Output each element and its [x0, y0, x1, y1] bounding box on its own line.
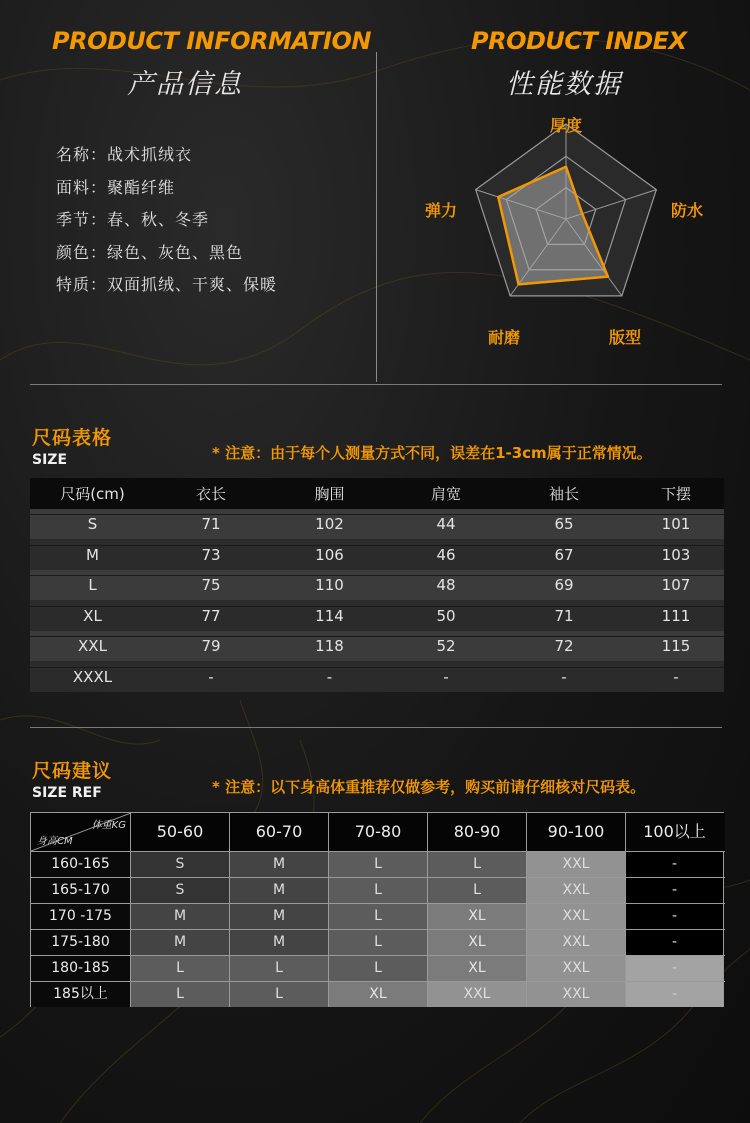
size-table-cell: 73: [155, 545, 267, 564]
rec-size-cell: L: [131, 956, 230, 981]
size-table-cell: 118: [267, 636, 392, 655]
rec-size-cell: S: [131, 878, 230, 903]
section-divider-2: [30, 727, 722, 728]
radar-label-elasticity: 弹力: [425, 201, 458, 220]
size-table-row: [30, 539, 724, 570]
size-table-cell: -: [500, 667, 628, 686]
rec-size-cell: XXL: [428, 982, 527, 1007]
product-info-title-en: PRODUCT INFORMATION: [52, 27, 371, 55]
size-table-cell: 65: [500, 514, 628, 533]
rec-size-cell: -: [626, 852, 723, 877]
rec-size-cell: XL: [428, 930, 527, 955]
size-table-cell: 50: [392, 606, 500, 625]
size-chart-title-cn: 尺码表格: [32, 427, 113, 449]
size-table-row: [30, 600, 724, 631]
size-table-cell: 67: [500, 545, 628, 564]
size-table-cell: 72: [500, 636, 628, 655]
weight-col-header: 80-90: [428, 813, 527, 851]
size-table-cell: -: [155, 667, 267, 686]
rec-size-cell: L: [329, 930, 428, 955]
rec-row: [31, 929, 725, 955]
rec-size-cell: S: [131, 852, 230, 877]
height-row-label: 175-180: [31, 930, 131, 955]
weight-col-header: 60-70: [230, 813, 329, 851]
header-shoulder: 肩宽: [430, 484, 461, 503]
radar-chart: [440, 120, 700, 330]
size-table-cell: 75: [155, 575, 267, 594]
size-table-cell: 79: [155, 636, 267, 655]
product-index-title-en: PRODUCT INDEX: [471, 27, 687, 55]
rec-size-cell: L: [329, 904, 428, 929]
size-table-cell: XL: [30, 606, 155, 625]
size-table-header-row: [30, 478, 724, 509]
product-index-title-cn: 性能数据: [506, 69, 622, 100]
header-chest: 胸围: [314, 484, 345, 503]
rec-size-cell: XXL: [527, 930, 626, 955]
size-table-cell: -: [267, 667, 392, 686]
rec-header-row: [31, 813, 725, 851]
rec-row: [31, 851, 725, 877]
rec-size-cell: M: [230, 878, 329, 903]
weight-col-header: 90-100: [527, 813, 626, 851]
radar-label-fit: 版型: [609, 328, 642, 347]
size-table-row: [30, 509, 724, 540]
weight-col-header: 50-60: [131, 813, 230, 851]
rec-corner-cell: [31, 813, 131, 851]
size-table-cell: 111: [628, 606, 724, 625]
rec-size-cell: XXL: [527, 904, 626, 929]
size-ref-title-en: SIZE REF: [32, 785, 102, 801]
size-table-cell: 48: [392, 575, 500, 594]
rec-size-cell: M: [131, 930, 230, 955]
size-table-cell: XXL: [30, 636, 155, 655]
size-ref-note: * 注意：以下身高体重推荐仅做参考，购买前请仔细核对尺码表。: [212, 778, 646, 796]
rec-size-cell: L: [131, 982, 230, 1007]
info-color: 颜色：绿色、灰色、黑色: [56, 242, 244, 262]
weight-col-header: 70-80: [329, 813, 428, 851]
rec-row: [31, 955, 725, 981]
rec-size-cell: L: [428, 852, 527, 877]
size-table-cell: 103: [628, 545, 724, 564]
rec-size-cell: -: [626, 982, 723, 1007]
rec-size-cell: L: [230, 982, 329, 1007]
size-ref-title-cn: 尺码建议: [32, 760, 113, 782]
header-hem: 下摆: [660, 484, 691, 503]
rec-size-cell: XXL: [527, 982, 626, 1007]
size-chart-note: * 注意：由于每个人测量方式不同，误差在1-3cm属于正常情况。: [212, 444, 652, 462]
size-table-row: [30, 631, 724, 662]
size-table-row: [30, 661, 724, 692]
vertical-divider: [376, 52, 377, 382]
size-table-cell: 44: [392, 514, 500, 533]
product-info-title-cn: 产品信息: [127, 69, 243, 100]
radar-label-waterproof: 防水: [671, 201, 704, 220]
info-fabric: 面料：聚酯纤维: [56, 177, 176, 197]
rec-size-cell: XL: [428, 904, 527, 929]
size-table-cell: L: [30, 575, 155, 594]
size-table-cell: 77: [155, 606, 267, 625]
size-table-cell: 46: [392, 545, 500, 564]
height-row-label: 165-170: [31, 878, 131, 903]
rec-size-cell: M: [230, 930, 329, 955]
rec-size-cell: L: [428, 878, 527, 903]
size-table-cell: -: [628, 667, 724, 686]
header-length: 衣长: [195, 484, 226, 503]
radar-label-durability: 耐磨: [488, 328, 521, 347]
rec-row: [31, 981, 725, 1007]
rec-size-cell: L: [329, 852, 428, 877]
rec-size-cell: L: [230, 956, 329, 981]
rec-size-cell: XL: [428, 956, 527, 981]
size-table-cell: S: [30, 514, 155, 533]
size-table-cell: 71: [500, 606, 628, 625]
rec-size-cell: XL: [329, 982, 428, 1007]
rec-size-cell: -: [626, 930, 723, 955]
section-divider-1: [30, 384, 722, 385]
height-row-label: 185以上: [31, 982, 131, 1007]
height-row-label: 170 -175: [31, 904, 131, 929]
size-table-cell: M: [30, 545, 155, 564]
rec-size-cell: XXL: [527, 956, 626, 981]
rec-size-cell: M: [131, 904, 230, 929]
height-row-label: 160-165: [31, 852, 131, 877]
size-chart-title-en: SIZE: [32, 452, 68, 468]
rec-size-cell: -: [626, 904, 723, 929]
height-axis-label: 身高CM: [37, 836, 73, 847]
size-table-cell: 107: [628, 575, 724, 594]
size-table-cell: 69: [500, 575, 628, 594]
height-row-label: 180-185: [31, 956, 131, 981]
radar-label-thickness: 厚度: [550, 116, 583, 135]
rec-size-cell: XXL: [527, 852, 626, 877]
rec-row: [31, 903, 725, 929]
rec-row: [31, 877, 725, 903]
header-sleeve: 袖长: [548, 484, 579, 503]
size-table-cell: 71: [155, 514, 267, 533]
rec-size-cell: L: [329, 956, 428, 981]
header-size: 尺码(cm): [60, 484, 125, 503]
size-table-cell: 115: [628, 636, 724, 655]
info-season: 季节：春、秋、冬季: [56, 210, 210, 229]
size-table-cell: 114: [267, 606, 392, 625]
size-table-cell: 52: [392, 636, 500, 655]
size-table-cell: XXXL: [30, 667, 155, 686]
size-chart-table: [30, 478, 724, 692]
weight-col-header: 100以上: [643, 822, 706, 841]
size-recommendation-grid: [30, 812, 724, 1007]
weight-axis-label: 体重KG: [91, 820, 126, 831]
rec-size-cell: -: [626, 878, 723, 903]
rec-size-cell: M: [230, 904, 329, 929]
info-name: 名称：战术抓绒衣: [56, 145, 193, 164]
rec-size-cell: M: [230, 852, 329, 877]
size-table-row: [30, 570, 724, 601]
info-feature: 特质：双面抓绒、干爽、保暖: [56, 275, 278, 294]
size-table-cell: 106: [267, 545, 392, 564]
rec-size-cell: -: [626, 956, 723, 981]
size-table-cell: -: [392, 667, 500, 686]
product-info-list: [56, 143, 277, 306]
size-table-cell: 101: [628, 514, 724, 533]
size-table-cell: 110: [267, 575, 392, 594]
rec-size-cell: XXL: [527, 878, 626, 903]
size-table-cell: 102: [267, 514, 392, 533]
rec-size-cell: L: [329, 878, 428, 903]
